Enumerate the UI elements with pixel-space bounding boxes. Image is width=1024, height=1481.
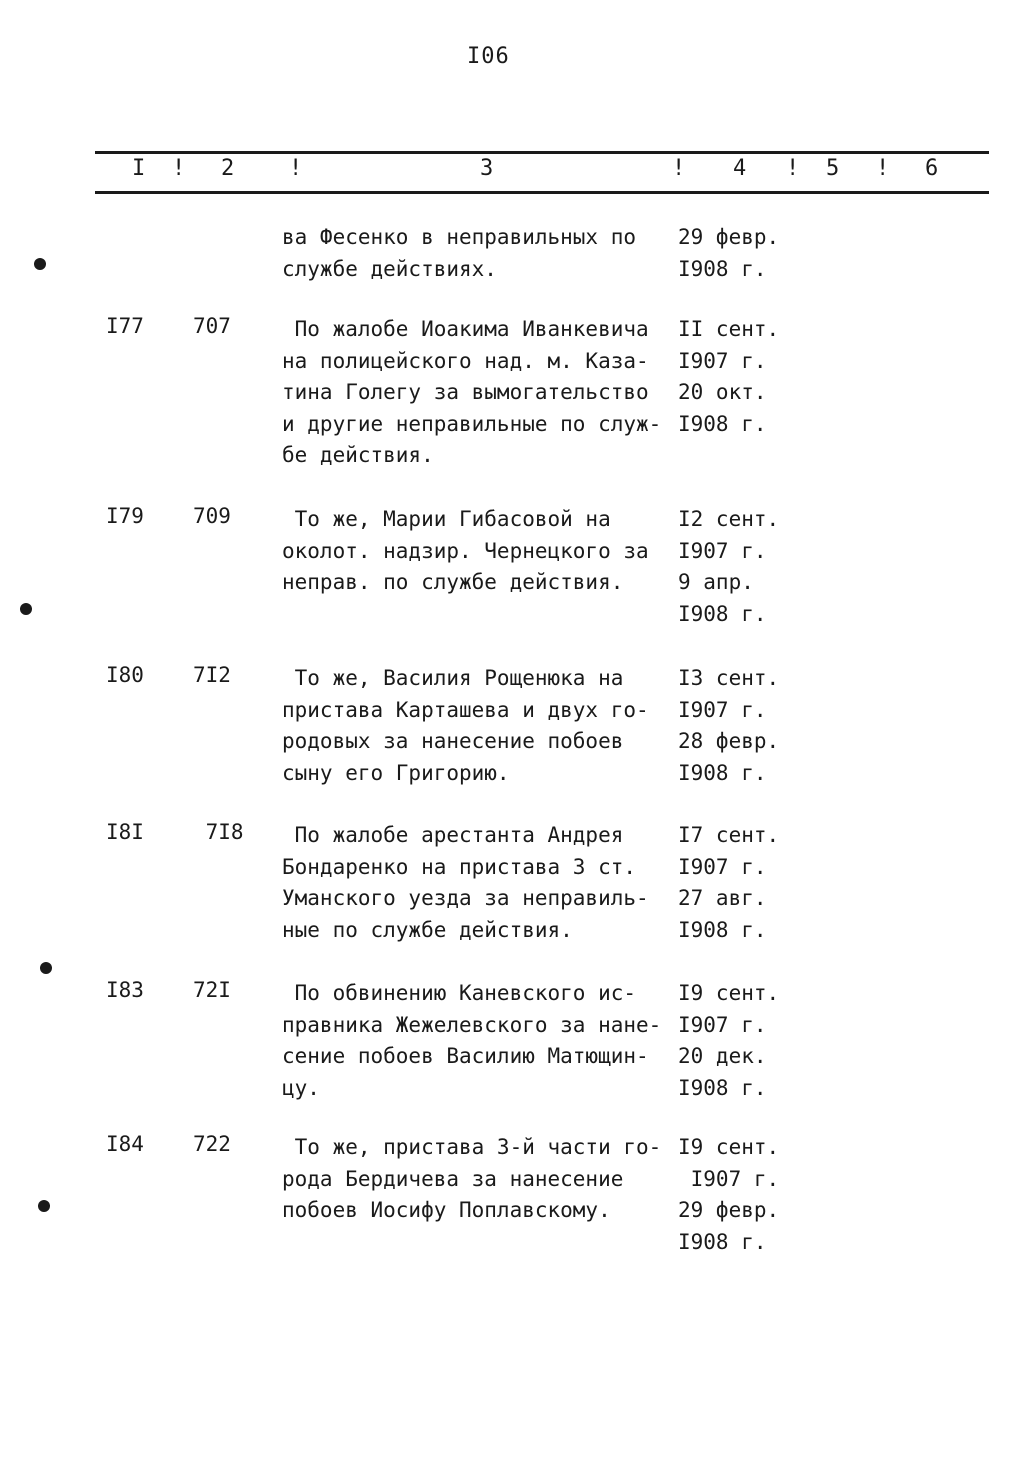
description-line: То же, Василия Рощенюка на xyxy=(282,666,624,690)
entry-description xyxy=(282,504,672,599)
description-line: Бондаренко на пристава 3 ст. xyxy=(282,854,637,879)
description-line: родовых за нанесение побоев xyxy=(282,729,624,753)
description-line: ва Фесенко в неправильных по xyxy=(282,225,637,249)
punch-hole xyxy=(38,1200,50,1212)
punch-hole xyxy=(34,258,46,270)
date-line: I907 г. xyxy=(678,854,767,879)
description-line: Уманского уезда за неправиль- xyxy=(282,886,649,910)
header-separator: ! xyxy=(289,156,303,181)
table-header xyxy=(0,156,1024,186)
date-line: I908 г. xyxy=(678,1229,767,1254)
description-line: ные по службе действия. xyxy=(282,917,573,942)
date-line: II сент. xyxy=(678,317,780,341)
description-line: околот. надзир. Чернецкого за xyxy=(282,538,649,563)
case-number: 722 xyxy=(193,1132,231,1156)
entry-description xyxy=(282,978,672,1104)
date-line: 27 авг. xyxy=(678,886,767,910)
description-line: пристава Карташева и двух го- xyxy=(282,697,649,722)
entry-number: I8I xyxy=(106,820,144,844)
date-line: I9 сент. xyxy=(678,1135,780,1159)
entry-dates xyxy=(678,663,818,789)
description-line: сение побоев Василию Матющин- xyxy=(282,1044,649,1068)
date-line: I3 сент. xyxy=(678,666,780,690)
entry-number: I79 xyxy=(106,504,144,528)
description-line: на полицейского над. м. Каза- xyxy=(282,348,649,373)
case-number: 7I2 xyxy=(193,663,231,687)
date-line: I9 сент. xyxy=(678,981,780,1005)
header-col-5: 5 xyxy=(826,156,840,181)
description-line: сыну его Григорию. xyxy=(282,760,510,785)
description-line: побоев Иосифу Поплавскому. xyxy=(282,1198,611,1222)
description-line: правника Жежелевского за нане- xyxy=(282,1012,662,1037)
description-line: По жалобе Иоакима Иванкевича xyxy=(282,317,649,341)
date-line: I907 г. xyxy=(678,1166,780,1191)
table-top-rule xyxy=(95,151,989,154)
entry-number: I84 xyxy=(106,1132,144,1156)
date-line: I908 г. xyxy=(678,1075,767,1100)
header-separator: ! xyxy=(786,156,800,181)
date-line: 29 февр. xyxy=(678,1198,780,1222)
header-col-6: 6 xyxy=(925,156,939,181)
date-line: I908 г. xyxy=(678,256,767,281)
date-line: I7 сент. xyxy=(678,823,780,847)
date-line: 28 февр. xyxy=(678,729,780,753)
entry-number: I77 xyxy=(106,314,144,338)
description-line: То же, пристава 3-й части го- xyxy=(282,1135,662,1159)
entry-description xyxy=(282,314,672,472)
description-line: неправ. по службе действия. xyxy=(282,570,624,594)
case-number: 709 xyxy=(193,504,231,528)
entry-dates xyxy=(678,978,818,1104)
date-line: I907 г. xyxy=(678,1012,767,1037)
date-line: I908 г. xyxy=(678,917,767,942)
description-line: рода Бердичева за нанесение xyxy=(282,1166,624,1191)
description-line: По жалобе арестанта Андрея xyxy=(282,823,624,847)
case-number: 7I8 xyxy=(193,820,244,844)
header-separator: ! xyxy=(876,156,890,181)
entry-dates xyxy=(678,820,818,946)
description-line: службе действиях. xyxy=(282,256,497,281)
entry-dates xyxy=(678,1132,818,1258)
date-line: 20 дек. xyxy=(678,1044,767,1068)
description-line: По обвинению Каневского ис- xyxy=(282,981,637,1005)
header-separator: ! xyxy=(672,156,686,181)
date-line: 20 окт. xyxy=(678,380,767,404)
date-line: I907 г. xyxy=(678,538,767,563)
entry-dates xyxy=(678,314,818,440)
punch-hole xyxy=(20,603,32,615)
header-col-4: 4 xyxy=(733,156,747,181)
date-line: I908 г. xyxy=(678,601,767,626)
description-line: бе действия. xyxy=(282,443,434,467)
description-line: То же, Марии Гибасовой на xyxy=(282,507,611,531)
page-number: I06 xyxy=(467,44,510,69)
header-col-2: 2 xyxy=(221,156,235,181)
description-line: цу. xyxy=(282,1075,320,1100)
date-line: I907 г. xyxy=(678,348,767,373)
case-number: 72I xyxy=(193,978,231,1002)
date-line: 29 февр. xyxy=(678,225,780,249)
entry-description xyxy=(282,1132,672,1227)
header-col-1: I xyxy=(132,156,146,181)
date-line: I2 сент. xyxy=(678,507,780,531)
entry-number: I83 xyxy=(106,978,144,1002)
entry-description xyxy=(282,663,672,789)
header-separator: ! xyxy=(172,156,186,181)
table-header-rule xyxy=(95,191,989,194)
date-line: I908 г. xyxy=(678,411,767,436)
header-col-3: 3 xyxy=(480,156,494,181)
case-number: 707 xyxy=(193,314,231,338)
description-line: тина Голегу за вымогательство xyxy=(282,380,649,404)
entry-dates xyxy=(678,222,818,285)
entry-description xyxy=(282,820,672,946)
entry-description xyxy=(282,222,672,285)
description-line: и другие неправильные по служ- xyxy=(282,411,662,436)
entry-dates xyxy=(678,504,818,630)
entry-number: I80 xyxy=(106,663,144,687)
punch-hole xyxy=(40,962,52,974)
date-line: I907 г. xyxy=(678,697,767,722)
date-line: I908 г. xyxy=(678,760,767,785)
date-line: 9 апр. xyxy=(678,570,754,594)
